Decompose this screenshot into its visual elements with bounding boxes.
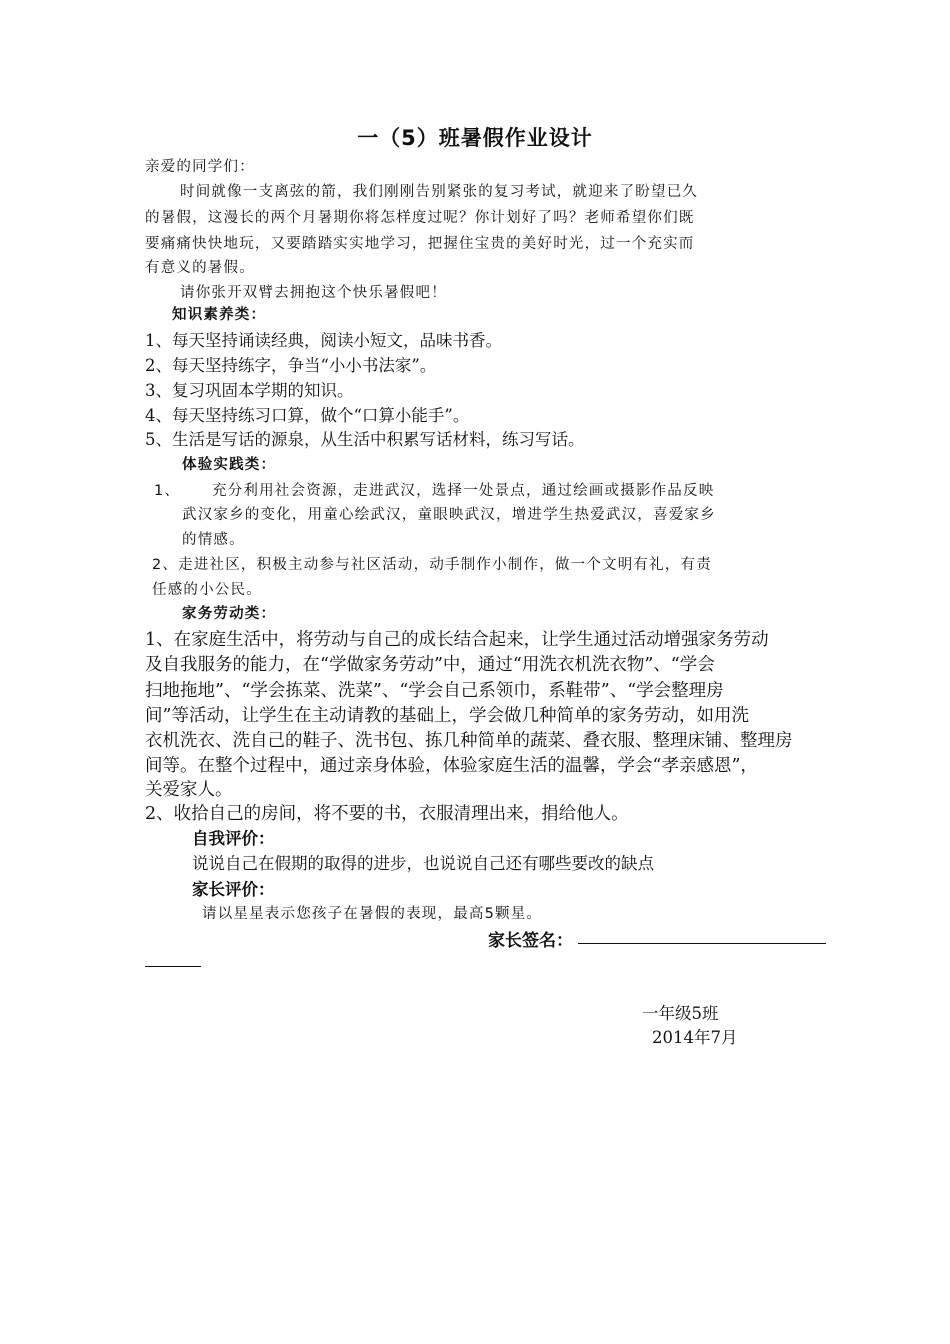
housework-item-1-line-3: 扫地拖地”、“学会拣菜、洗菜”、“学会自己系领巾，系鞋带”、“学会整理房 — [145, 681, 724, 701]
knowledge-item-3: 3、复习巩固本学期的知识。 — [145, 381, 354, 400]
housework-item-1-line-5: 衣机洗衣、洗自己的鞋子、洗书包、拣几种简单的蔬菜、叠衣服、整理床铺、整理房 — [145, 731, 793, 751]
intro-line-1: 时间就像一支离弦的箭，我们刚刚告别紧张的复习考试，就迎来了盼望已久 — [180, 184, 699, 200]
signature-line[interactable] — [578, 943, 826, 944]
housework-item-1-line-4: 间”等活动，让学生在主动请教的基础上，学会做几种简单的家务劳动，如用洗 — [145, 706, 749, 726]
practice-item-2-line-2: 任感的小公民。 — [152, 582, 262, 598]
practice-item-1-line-3: 的情感。 — [182, 532, 245, 548]
parent-eval-heading: 家长评价： — [192, 880, 275, 899]
footer-class: 一年级5班 — [642, 1004, 719, 1023]
practice-item-1-number: 1、 — [154, 483, 181, 499]
footer-date: 2014年7月 — [652, 1028, 738, 1047]
greeting: 亲爱的同学们： — [145, 159, 255, 175]
signature-label: 家长签名： — [488, 931, 573, 951]
self-eval-heading: 自我评价： — [192, 829, 275, 848]
practice-item-1-line-1: 充分利用社会资源，走进武汉，选择一处景点，通过绘画或摄影作品反映 — [212, 483, 715, 499]
page-title: 一（5）班暑假作业设计 — [357, 126, 593, 150]
housework-item-1-line-6: 间等。在整个过程中，通过亲身体验，体验家庭生活的温馨，学会“孝亲感恩”， — [145, 756, 758, 776]
knowledge-item-2: 2、每天坚持练字，争当“小小书法家”。 — [145, 356, 437, 375]
housework-item-1-line-2: 及自我服务的能力，在“学做家务劳动”中，通过“用洗衣机洗衣物”、“学会 — [145, 655, 715, 675]
practice-heading: 体验实践类： — [182, 457, 277, 473]
parent-eval-text: 请以星星表示您孩子在暑假的表现，最高5颗星。 — [202, 906, 543, 922]
housework-item-2: 2、收拾自己的房间，将不要的书，衣服清理出来，捐给他人。 — [145, 804, 629, 824]
knowledge-item-1: 1、每天坚持诵读经典，阅读小短文，品味书香。 — [145, 331, 502, 350]
knowledge-item-4: 4、每天坚持练习口算，做个“口算小能手”。 — [145, 406, 470, 425]
housework-item-1-line-7: 关爱家人。 — [145, 780, 233, 800]
signature-line-continued — [145, 966, 201, 967]
knowledge-item-5: 5、生活是写话的源泉，从生活中积累写话材料，练习写话。 — [145, 430, 585, 449]
practice-item-1-line-2: 武汉家乡的变化，用童心绘武汉，童眼映武汉，增进学生热爱武汉，喜爱家乡 — [182, 507, 716, 523]
knowledge-heading: 知识素养类： — [172, 307, 267, 323]
invitation: 请你张开双臂去拥抱这个快乐暑假吧！ — [180, 285, 447, 301]
housework-item-1-line-1: 1、在家庭生活中，将劳动与自己的成长结合起来，让学生通过活动增强家务劳动 — [145, 630, 769, 650]
housework-heading: 家务劳动类： — [182, 606, 277, 622]
self-eval-text: 说说自己在假期的取得的进步，也说说自己还有哪些要改的缺点 — [192, 854, 654, 873]
intro-line-3: 要痛痛快快地玩，又要踏踏实实地学习，把握住宝贵的美好时光，过一个充实而 — [145, 236, 695, 252]
intro-line-4: 有意义的暑假。 — [145, 260, 255, 276]
practice-item-2-line-1: 2、走进社区，积极主动参与社区活动，动手制作小制作，做一个文明有礼，有责 — [152, 557, 712, 573]
intro-line-2: 的暑假，这漫长的两个月暑期你将怎样度过呢？你计划好了吗？老师希望你们既 — [145, 210, 695, 226]
